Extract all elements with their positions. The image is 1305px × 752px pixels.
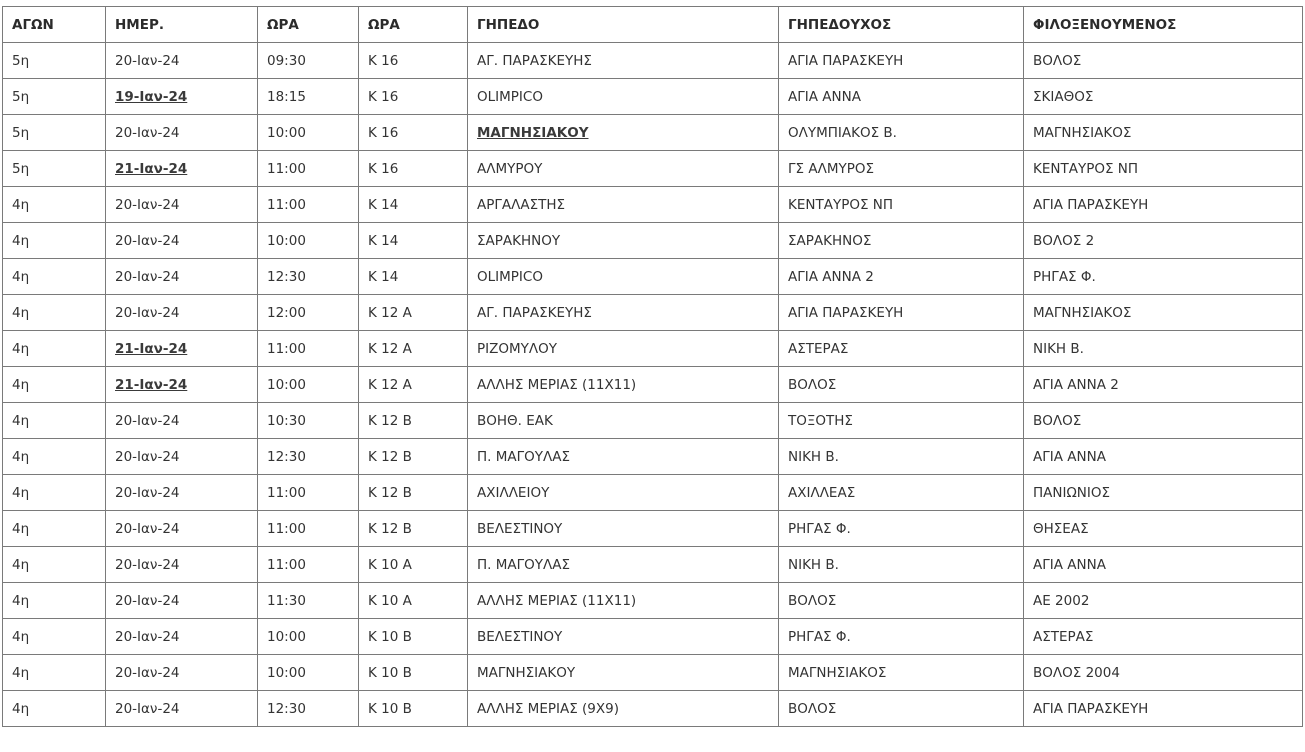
time-cell: 10:00 <box>258 619 359 655</box>
venue-cell: ΑΓ. ΠΑΡΑΣΚΕΥΗΣ <box>468 43 779 79</box>
header-row <box>3 7 1303 43</box>
header-away-team: ΦΙΛΟΞΕΝΟΥΜΕΝΟΣ <box>1024 7 1303 43</box>
round-cell: 4η <box>3 331 106 367</box>
category-cell: Κ 16 <box>359 115 468 151</box>
category-cell: Κ 14 <box>359 259 468 295</box>
table-row <box>3 619 1303 655</box>
time-cell: 11:30 <box>258 583 359 619</box>
venue-cell: ΣΑΡΑΚΗΝΟΥ <box>468 223 779 259</box>
category-cell: Κ 10 Α <box>359 547 468 583</box>
venue-cell: ΒΕΛΕΣΤΙΝΟΥ <box>468 511 779 547</box>
table-row <box>3 259 1303 295</box>
home-team-cell: ΤΟΞΟΤΗΣ <box>779 403 1024 439</box>
round-cell: 4η <box>3 511 106 547</box>
round-cell: 4η <box>3 367 106 403</box>
venue-cell: ΑΓ. ΠΑΡΑΣΚΕΥΗΣ <box>468 295 779 331</box>
header-round: ΑΓΩΝ <box>3 7 106 43</box>
home-team-cell: ΒΟΛΟΣ <box>779 583 1024 619</box>
home-team-cell: ΝΙΚΗ Β. <box>779 439 1024 475</box>
venue-cell: Π. ΜΑΓΟΥΛΑΣ <box>468 547 779 583</box>
time-cell: 11:00 <box>258 475 359 511</box>
venue-cell: Π. ΜΑΓΟΥΛΑΣ <box>468 439 779 475</box>
away-team-cell: ΑΓΙΑ ΑΝΝΑ <box>1024 439 1303 475</box>
venue-cell: OLIMPICO <box>468 79 779 115</box>
category-cell: Κ 12 Α <box>359 367 468 403</box>
category-cell: Κ 10 Β <box>359 655 468 691</box>
date-cell: 20-Ιαν-24 <box>106 223 258 259</box>
date-cell: 21-Ιαν-24 <box>106 151 258 187</box>
header-time: ΩΡΑ <box>258 7 359 43</box>
away-team-cell: ΣΚΙΑΘΟΣ <box>1024 79 1303 115</box>
table-row <box>3 403 1303 439</box>
time-cell: 11:00 <box>258 151 359 187</box>
category-cell: Κ 10 Β <box>359 691 468 727</box>
home-team-cell: ΝΙΚΗ Β. <box>779 547 1024 583</box>
table-row <box>3 223 1303 259</box>
date-cell: 20-Ιαν-24 <box>106 43 258 79</box>
venue-cell: ΒΟΗΘ. ΕΑΚ <box>468 403 779 439</box>
time-cell: 12:00 <box>258 295 359 331</box>
away-team-cell: ΡΗΓΑΣ Φ. <box>1024 259 1303 295</box>
category-cell: Κ 12 Β <box>359 439 468 475</box>
venue-cell: ΑΛΛΗΣ ΜΕΡΙΑΣ (9Χ9) <box>468 691 779 727</box>
time-cell: 10:00 <box>258 655 359 691</box>
away-team-cell: ΘΗΣΕΑΣ <box>1024 511 1303 547</box>
away-team-cell: ΒΟΛΟΣ 2004 <box>1024 655 1303 691</box>
table-row <box>3 367 1303 403</box>
round-cell: 4η <box>3 439 106 475</box>
time-cell: 11:00 <box>258 547 359 583</box>
date-cell: 20-Ιαν-24 <box>106 295 258 331</box>
home-team-cell: ΑΧΙΛΛΕΑΣ <box>779 475 1024 511</box>
table-row <box>3 115 1303 151</box>
home-team-cell: ΑΓΙΑ ΠΑΡΑΣΚΕΥΗ <box>779 43 1024 79</box>
header-venue: ΓΗΠΕΔΟ <box>468 7 779 43</box>
venue-cell: OLIMPICO <box>468 259 779 295</box>
home-team-cell: ΜΑΓΝΗΣΙΑΚΟΣ <box>779 655 1024 691</box>
round-cell: 5η <box>3 43 106 79</box>
round-cell: 5η <box>3 151 106 187</box>
away-team-cell: ΠΑΝΙΩΝΙΟΣ <box>1024 475 1303 511</box>
time-cell: 09:30 <box>258 43 359 79</box>
venue-cell: ΜΑΓΝΗΣΙΑΚΟΥ <box>468 115 779 151</box>
home-team-cell: ΑΓΙΑ ΑΝΝΑ <box>779 79 1024 115</box>
category-cell: Κ 12 Α <box>359 295 468 331</box>
time-cell: 12:30 <box>258 259 359 295</box>
table-row <box>3 295 1303 331</box>
table-header <box>3 7 1303 43</box>
away-team-cell: ΑΓΙΑ ΑΝΝΑ 2 <box>1024 367 1303 403</box>
category-cell: Κ 16 <box>359 151 468 187</box>
away-team-cell: ΒΟΛΟΣ 2 <box>1024 223 1303 259</box>
table-row <box>3 655 1303 691</box>
home-team-cell: ΟΛΥΜΠΙΑΚΟΣ Β. <box>779 115 1024 151</box>
round-cell: 4η <box>3 403 106 439</box>
date-cell: 19-Ιαν-24 <box>106 79 258 115</box>
round-cell: 4η <box>3 259 106 295</box>
date-cell: 20-Ιαν-24 <box>106 187 258 223</box>
venue-cell: ΡΙΖΟΜΥΛΟΥ <box>468 331 779 367</box>
round-cell: 4η <box>3 223 106 259</box>
category-cell: Κ 12 Β <box>359 511 468 547</box>
category-cell: Κ 16 <box>359 43 468 79</box>
category-cell: Κ 10 Β <box>359 619 468 655</box>
table-row <box>3 583 1303 619</box>
round-cell: 4η <box>3 547 106 583</box>
time-cell: 10:30 <box>258 403 359 439</box>
header-category: ΩΡΑ <box>359 7 468 43</box>
home-team-cell: ΡΗΓΑΣ Φ. <box>779 511 1024 547</box>
time-cell: 10:00 <box>258 367 359 403</box>
table-row <box>3 475 1303 511</box>
date-cell: 20-Ιαν-24 <box>106 115 258 151</box>
date-cell: 20-Ιαν-24 <box>106 583 258 619</box>
category-cell: Κ 10 Α <box>359 583 468 619</box>
round-cell: 4η <box>3 295 106 331</box>
home-team-cell: ΑΓΙΑ ΠΑΡΑΣΚΕΥΗ <box>779 295 1024 331</box>
away-team-cell: ΑΓΙΑ ΑΝΝΑ <box>1024 547 1303 583</box>
table-row <box>3 151 1303 187</box>
home-team-cell: ΒΟΛΟΣ <box>779 691 1024 727</box>
round-cell: 4η <box>3 475 106 511</box>
away-team-cell: ΑΕ 2002 <box>1024 583 1303 619</box>
table-row <box>3 187 1303 223</box>
away-team-cell: ΑΣΤΕΡΑΣ <box>1024 619 1303 655</box>
home-team-cell: ΚΕΝΤΑΥΡΟΣ ΝΠ <box>779 187 1024 223</box>
venue-cell: ΑΡΓΑΛΑΣΤΗΣ <box>468 187 779 223</box>
table-row <box>3 691 1303 727</box>
date-cell: 20-Ιαν-24 <box>106 475 258 511</box>
away-team-cell: ΜΑΓΝΗΣΙΑΚΟΣ <box>1024 115 1303 151</box>
home-team-cell: ΑΣΤΕΡΑΣ <box>779 331 1024 367</box>
table-row <box>3 511 1303 547</box>
venue-cell: ΑΛΛΗΣ ΜΕΡΙΑΣ (11Χ11) <box>468 583 779 619</box>
venue-cell: ΑΧΙΛΛΕΙΟΥ <box>468 475 779 511</box>
date-cell: 20-Ιαν-24 <box>106 439 258 475</box>
date-cell: 20-Ιαν-24 <box>106 547 258 583</box>
home-team-cell: ΒΟΛΟΣ <box>779 367 1024 403</box>
home-team-cell: ΣΑΡΑΚΗΝΟΣ <box>779 223 1024 259</box>
time-cell: 11:00 <box>258 187 359 223</box>
table-row <box>3 331 1303 367</box>
date-cell: 20-Ιαν-24 <box>106 691 258 727</box>
table-row <box>3 547 1303 583</box>
date-cell: 20-Ιαν-24 <box>106 403 258 439</box>
header-date: ΗΜΕΡ. <box>106 7 258 43</box>
date-cell: 20-Ιαν-24 <box>106 259 258 295</box>
venue-cell: ΒΕΛΕΣΤΙΝΟΥ <box>468 619 779 655</box>
round-cell: 4η <box>3 619 106 655</box>
date-cell: 20-Ιαν-24 <box>106 619 258 655</box>
header-home-team: ΓΗΠΕΔΟΥΧΟΣ <box>779 7 1024 43</box>
time-cell: 12:30 <box>258 439 359 475</box>
time-cell: 11:00 <box>258 331 359 367</box>
away-team-cell: ΑΓΙΑ ΠΑΡΑΣΚΕΥΗ <box>1024 187 1303 223</box>
home-team-cell: ΓΣ ΑΛΜΥΡΟΣ <box>779 151 1024 187</box>
away-team-cell: ΝΙΚΗ Β. <box>1024 331 1303 367</box>
round-cell: 5η <box>3 115 106 151</box>
category-cell: Κ 14 <box>359 187 468 223</box>
round-cell: 4η <box>3 655 106 691</box>
time-cell: 10:00 <box>258 223 359 259</box>
match-schedule-table <box>2 6 1303 727</box>
round-cell: 4η <box>3 583 106 619</box>
category-cell: Κ 12 Β <box>359 475 468 511</box>
home-team-cell: ΡΗΓΑΣ Φ. <box>779 619 1024 655</box>
away-team-cell: ΑΓΙΑ ΠΑΡΑΣΚΕΥΗ <box>1024 691 1303 727</box>
date-cell: 21-Ιαν-24 <box>106 331 258 367</box>
away-team-cell: ΚΕΝΤΑΥΡΟΣ ΝΠ <box>1024 151 1303 187</box>
venue-cell: ΑΛΜΥΡΟΥ <box>468 151 779 187</box>
table-row <box>3 439 1303 475</box>
table-row <box>3 43 1303 79</box>
category-cell: Κ 12 Α <box>359 331 468 367</box>
away-team-cell: ΒΟΛΟΣ <box>1024 43 1303 79</box>
away-team-cell: ΜΑΓΝΗΣΙΑΚΟΣ <box>1024 295 1303 331</box>
home-team-cell: ΑΓΙΑ ΑΝΝΑ 2 <box>779 259 1024 295</box>
round-cell: 4η <box>3 691 106 727</box>
round-cell: 5η <box>3 79 106 115</box>
date-cell: 20-Ιαν-24 <box>106 655 258 691</box>
date-cell: 21-Ιαν-24 <box>106 367 258 403</box>
time-cell: 12:30 <box>258 691 359 727</box>
time-cell: 10:00 <box>258 115 359 151</box>
time-cell: 11:00 <box>258 511 359 547</box>
date-cell: 20-Ιαν-24 <box>106 511 258 547</box>
category-cell: Κ 14 <box>359 223 468 259</box>
time-cell: 18:15 <box>258 79 359 115</box>
table-row <box>3 79 1303 115</box>
venue-cell: ΜΑΓΝΗΣΙΑΚΟΥ <box>468 655 779 691</box>
venue-cell: ΑΛΛΗΣ ΜΕΡΙΑΣ (11Χ11) <box>468 367 779 403</box>
category-cell: Κ 16 <box>359 79 468 115</box>
away-team-cell: ΒΟΛΟΣ <box>1024 403 1303 439</box>
category-cell: Κ 12 Β <box>359 403 468 439</box>
table-body <box>3 43 1303 727</box>
round-cell: 4η <box>3 187 106 223</box>
